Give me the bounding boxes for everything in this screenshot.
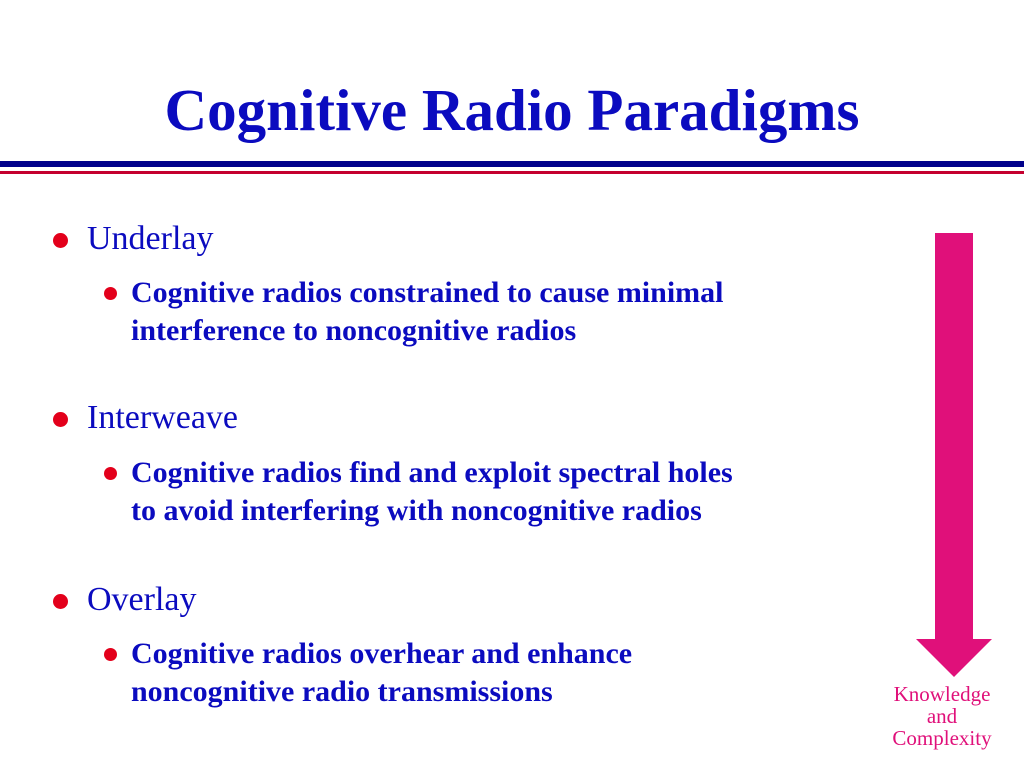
bullet-underlay: Underlay bbox=[87, 220, 214, 257]
interweave-detail-line-2: to avoid interfering with noncognitive radios bbox=[131, 494, 702, 527]
sub-bullet-dot bbox=[104, 287, 117, 300]
bullet-dot bbox=[53, 412, 68, 427]
bullet-dot bbox=[53, 233, 68, 248]
arrow-caption bbox=[862, 683, 1022, 749]
sub-bullet-dot bbox=[104, 467, 117, 480]
bullet-overlay: Overlay bbox=[87, 581, 197, 618]
interweave-detail-line-1: Cognitive radios find and exploit spectral holes bbox=[131, 456, 733, 489]
arrow-caption-line: Knowledge bbox=[893, 682, 991, 706]
overlay-detail-line-1: Cognitive radios overhear and enhance bbox=[131, 637, 633, 670]
bullet-dot bbox=[53, 594, 68, 609]
underlay-detail-line-1: Cognitive radios constrained to cause minimal bbox=[131, 276, 724, 309]
down-arrow-icon bbox=[914, 233, 994, 677]
sub-bullet-dot bbox=[104, 648, 117, 661]
bullet-interweave: Interweave bbox=[87, 399, 239, 436]
slide-title: Cognitive Radio Paradigms bbox=[164, 77, 860, 143]
arrow-caption-line: Complexity bbox=[892, 726, 992, 750]
arrow-caption-line: and bbox=[926, 704, 958, 728]
underlay-detail-line-2: interference to noncognitive radios bbox=[131, 314, 577, 347]
overlay-detail-line-2: noncognitive radio transmissions bbox=[131, 675, 553, 708]
